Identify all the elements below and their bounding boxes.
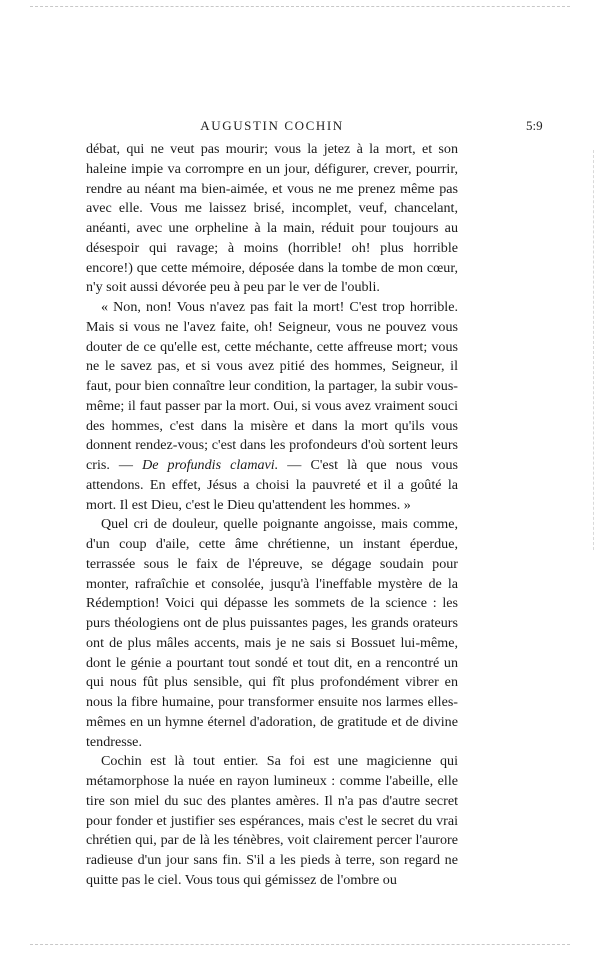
running-title: AUGUSTIN COCHIN bbox=[200, 118, 344, 133]
paragraph: débat, qui ne veut pas mourir; vous la jetez à la mort, et son haleine impie va corrompre en un jour, défigurer, crever, pourrir, rendre au néant ma bien-aimée, et vous ne me prenez même pas avec elle. Vous me laissez brisé, incomplet, veuf, chancelant, anéanti, avec une orpheline à la main, réduit pour toujours au désespoir qui ravage; à moins (horrible! oh! plus horrible encore!) que cette mémoire, déposée dans la tombe de mon cœur, n'y soit aussi dévorée peu à peu par le ver de l'oubli. bbox=[86, 141, 458, 296]
page-number: 5:9 bbox=[526, 118, 543, 133]
quote-text-before: « Non, non! Vous n'avez pas fait la mort! C'est trop horrible. Mais si vous ne l'avez faite, oh! Seigneur, vous ne pouvez vous douter de ce qu'elle est, cette méchante, cette affreuse mort; vous ne le savez pas, et si vous avez pitié des hommes, Seigneur, il faut, pour bien connaître leur condition, la partager, la subir vous-même; il faut passer par la mort. Oui, si vous avez vraiment souci des hommes, c'est dans la misère et dans la mort qu'ils vous donnent rendez-vous; c'est dans les profondeurs d'où sortent leurs cris. — bbox=[86, 299, 458, 473]
paragraph: Cochin est là tout entier. Sa foi est une magicienne qui métamorphose la nuée en rayon lumineux : comme l'abeille, elle tire son miel du suc des plantes amères. Il n'a pas d'autre secret pour fonder et justifier ses espérances, mais c'est le secret du vrai chrétien qui, par de là les ténèbres, voit clairement percer l'aurore radieuse d'un jour sans fin. S'il a les pieds à terre, son regard ne quitte pas le ciel. Vous tous qui gémissez de l'ombre ou bbox=[86, 753, 458, 888]
latin-quotation: De profundis clamavi. bbox=[142, 457, 279, 473]
scan-margin-line bbox=[593, 150, 594, 550]
quote-text-after: — C'est là que nous vous attendons. En effet, Jésus a choisi la pauvreté et il a goûté la mort. Il est Dieu, c'est le Dieu qu'attendent les hommes. » bbox=[86, 457, 458, 513]
scan-edge-top bbox=[30, 6, 570, 7]
page-header bbox=[86, 118, 543, 138]
scan-edge-bottom bbox=[30, 944, 570, 945]
body-text bbox=[86, 140, 458, 891]
paragraph: Quel cri de douleur, quelle poignante angoisse, mais comme, d'un coup d'aile, cette âme chrétienne, un instant éperdue, terrassée sous le faix de l'épreuve, se dégage soudain pour monter, rafraîchie et consolée, jusqu'à l'ineffable mystère de la Rédemption! Voici qui dépasse les sommets de la science : les purs théologiens ont de plus puissantes pages, les grands orateurs ont de plus mâles accents, mais je ne sais si Bossuet lui-même, dont le génie a pourtant tout sondé et tout dit, en a rencontré un qui nous fût plus sensible, qui fît plus profondément vibrer en nous la fibre humaine, pour transformer ensuite nos larmes elles-mêmes en un hymne éternel d'adoration, de gratitude et de divine tendresse. bbox=[86, 516, 458, 750]
paragraph-quote bbox=[86, 298, 458, 515]
